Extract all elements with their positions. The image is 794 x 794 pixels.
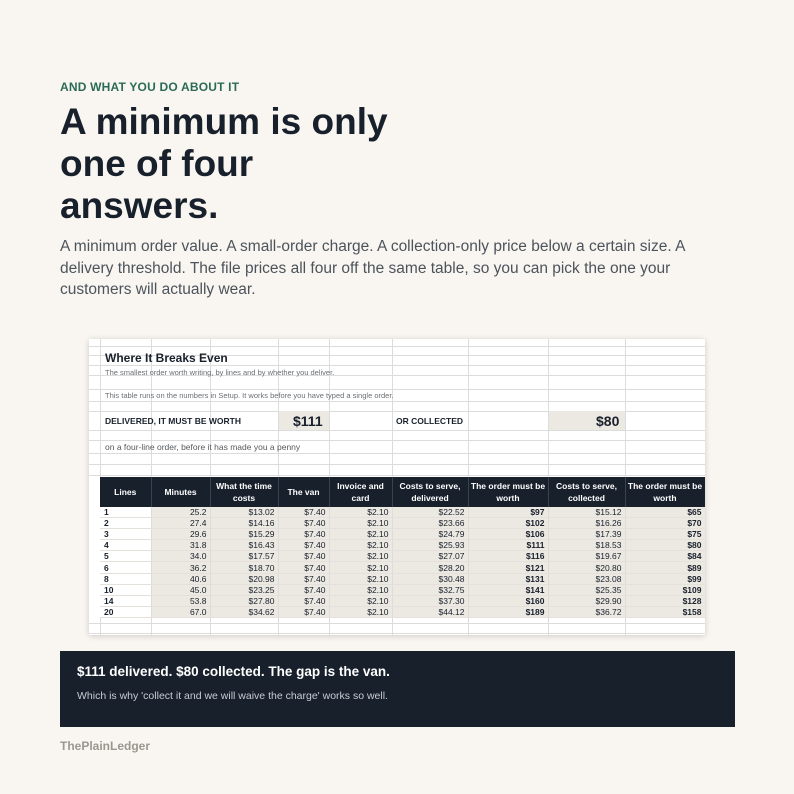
row-gridline: [89, 475, 705, 476]
table-cell: $75: [625, 529, 705, 540]
table-cell: $29.90: [548, 595, 625, 606]
brand-name: ThePlainLedger: [60, 739, 151, 753]
column-header: What the time costs: [210, 477, 278, 507]
table-cell: $15.12: [548, 507, 625, 518]
table-cell: $7.40: [278, 595, 329, 606]
table-cell: $7.40: [278, 606, 329, 617]
table-row: [100, 573, 705, 584]
spreadsheet-screenshot: [89, 339, 705, 635]
table-cell: $23.08: [548, 573, 625, 584]
table-cell: $70: [625, 518, 705, 529]
table-row: [100, 606, 705, 617]
column-header: The van: [278, 477, 329, 507]
table-cell: $7.40: [278, 584, 329, 595]
row-gridline: [89, 633, 705, 634]
row-gridline: [89, 453, 705, 454]
table-cell: $99: [625, 573, 705, 584]
table-cell: 3: [100, 529, 151, 540]
table-cell: 6: [100, 562, 151, 573]
table-row: [100, 529, 705, 540]
table-cell: 10: [100, 584, 151, 595]
table-cell: 53.8: [151, 595, 210, 606]
table-cell: 27.4: [151, 518, 210, 529]
table-cell: 1: [100, 507, 151, 518]
column-header: Costs to serve, collected: [548, 477, 625, 507]
table-cell: $131: [468, 573, 548, 584]
table-cell: $2.10: [329, 507, 392, 518]
table-cell: $7.40: [278, 507, 329, 518]
column-header: Costs to serve, delivered: [392, 477, 468, 507]
table-cell: 2: [100, 518, 151, 529]
table-cell: $19.67: [548, 551, 625, 562]
table-cell: $14.16: [210, 518, 278, 529]
table-cell: $160: [468, 595, 548, 606]
eyebrow-label: AND WHAT YOU DO ABOUT IT: [60, 80, 240, 94]
column-header: Minutes: [151, 477, 210, 507]
table-cell: $13.02: [210, 507, 278, 518]
delivered-value: $111: [293, 413, 323, 429]
table-cell: 45.0: [151, 584, 210, 595]
table-row: [100, 595, 705, 606]
collected-value: $80: [596, 413, 620, 429]
table-row: [100, 540, 705, 551]
table-cell: $16.26: [548, 518, 625, 529]
table-cell: 5: [100, 551, 151, 562]
page-headline: A minimum is only one of four answers.: [60, 101, 388, 226]
table-cell: $18.53: [548, 540, 625, 551]
table-cell: $2.10: [329, 562, 392, 573]
table-cell: $80: [625, 540, 705, 551]
table-cell: $189: [468, 606, 548, 617]
table-cell: $7.40: [278, 562, 329, 573]
table-row: [100, 518, 705, 529]
column-header: The order must be worth: [625, 477, 705, 507]
row-gridline: [89, 440, 705, 441]
intro-paragraph: A minimum order value. A small-order charge. A collection-only price below a certain size. A delivery threshold. The file prices all four off the same table, so you can pick the one your customers will actually wear.: [60, 238, 685, 298]
table-cell: 31.8: [151, 540, 210, 551]
table-cell: 36.2: [151, 562, 210, 573]
table-cell: $36.72: [548, 606, 625, 617]
table-cell: $23.66: [392, 518, 468, 529]
table-cell: $2.10: [329, 518, 392, 529]
table-cell: 14: [100, 595, 151, 606]
column-header: Lines: [100, 477, 151, 507]
table-cell: $7.40: [278, 573, 329, 584]
table-cell: $15.29: [210, 529, 278, 540]
table-cell: $158: [625, 606, 705, 617]
table-cell: $97: [468, 507, 548, 518]
table-cell: $20.98: [210, 573, 278, 584]
breakeven-table: [100, 477, 705, 618]
table-cell: $16.43: [210, 540, 278, 551]
callout-title: $111 delivered. $80 collected. The gap is the van.: [77, 664, 390, 679]
column-header: The order must be worth: [468, 477, 548, 507]
sheet-note: This table runs on the numbers in Setup. It works before you have typed a single order.: [105, 391, 394, 400]
table-cell: $2.10: [329, 606, 392, 617]
row-gridline: [89, 623, 705, 624]
table-cell: 25.2: [151, 507, 210, 518]
collected-label: OR COLLECTED: [396, 416, 464, 426]
table-cell: $25.93: [392, 540, 468, 551]
table-cell: $141: [468, 584, 548, 595]
table-cell: $2.10: [329, 529, 392, 540]
table-cell: $128: [625, 595, 705, 606]
table-cell: $84: [625, 551, 705, 562]
table-cell: 29.6: [151, 529, 210, 540]
row-gridline: [89, 464, 705, 465]
table-cell: $32.75: [392, 584, 468, 595]
table-cell: $7.40: [278, 529, 329, 540]
table-cell: $89: [625, 562, 705, 573]
table-cell: $18.70: [210, 562, 278, 573]
table-cell: $65: [625, 507, 705, 518]
table-cell: $30.48: [392, 573, 468, 584]
table-cell: 8: [100, 573, 151, 584]
table-cell: $102: [468, 518, 548, 529]
table-cell: 34.0: [151, 551, 210, 562]
table-cell: $24.79: [392, 529, 468, 540]
table-cell: $2.10: [329, 573, 392, 584]
row-gridline: [89, 401, 705, 402]
table-cell: 67.0: [151, 606, 210, 617]
table-cell: $116: [468, 551, 548, 562]
table-row: [100, 562, 705, 573]
table-cell: 4: [100, 540, 151, 551]
table-cell: $7.40: [278, 551, 329, 562]
sheet-subtitle: The smallest order worth writing, by lines and by whether you deliver.: [105, 368, 335, 377]
row-gridline: [89, 389, 705, 390]
table-cell: $23.25: [210, 584, 278, 595]
callout-body: Which is why 'collect it and we will waive the charge' works so well.: [77, 690, 388, 702]
table-cell: $37.30: [392, 595, 468, 606]
table-cell: $25.35: [548, 584, 625, 595]
table-cell: $27.07: [392, 551, 468, 562]
row-gridline: [89, 430, 705, 431]
table-row: [100, 584, 705, 595]
table-cell: $2.10: [329, 540, 392, 551]
table-cell: $17.57: [210, 551, 278, 562]
row-gridline: [89, 346, 705, 347]
table-cell: $27.80: [210, 595, 278, 606]
row-gridline: [89, 365, 705, 366]
table-cell: $106: [468, 529, 548, 540]
table-row: [100, 507, 705, 518]
sheet-title: Where It Breaks Even: [105, 351, 228, 365]
table-cell: $7.40: [278, 518, 329, 529]
table-cell: $22.52: [392, 507, 468, 518]
table-body: [100, 507, 705, 617]
table-cell: 20: [100, 606, 151, 617]
callout-box: [60, 651, 735, 727]
sheet-footnote: on a four-line order, before it has made you a penny: [105, 442, 301, 452]
table-cell: $20.80: [548, 562, 625, 573]
table-cell: $7.40: [278, 540, 329, 551]
table-cell: $111: [468, 540, 548, 551]
table-cell: $109: [625, 584, 705, 595]
table-cell: $121: [468, 562, 548, 573]
table-cell: 40.6: [151, 573, 210, 584]
table-cell: $44.12: [392, 606, 468, 617]
table-cell: $2.10: [329, 595, 392, 606]
table-cell: $2.10: [329, 551, 392, 562]
table-cell: $28.20: [392, 562, 468, 573]
delivered-label: DELIVERED, IT MUST BE WORTH: [105, 416, 241, 426]
table-cell: $2.10: [329, 584, 392, 595]
table-header-row: [100, 477, 705, 507]
table-cell: $34.62: [210, 606, 278, 617]
table-cell: $17.39: [548, 529, 625, 540]
table-row: [100, 551, 705, 562]
column-header: Invoice and card: [329, 477, 392, 507]
